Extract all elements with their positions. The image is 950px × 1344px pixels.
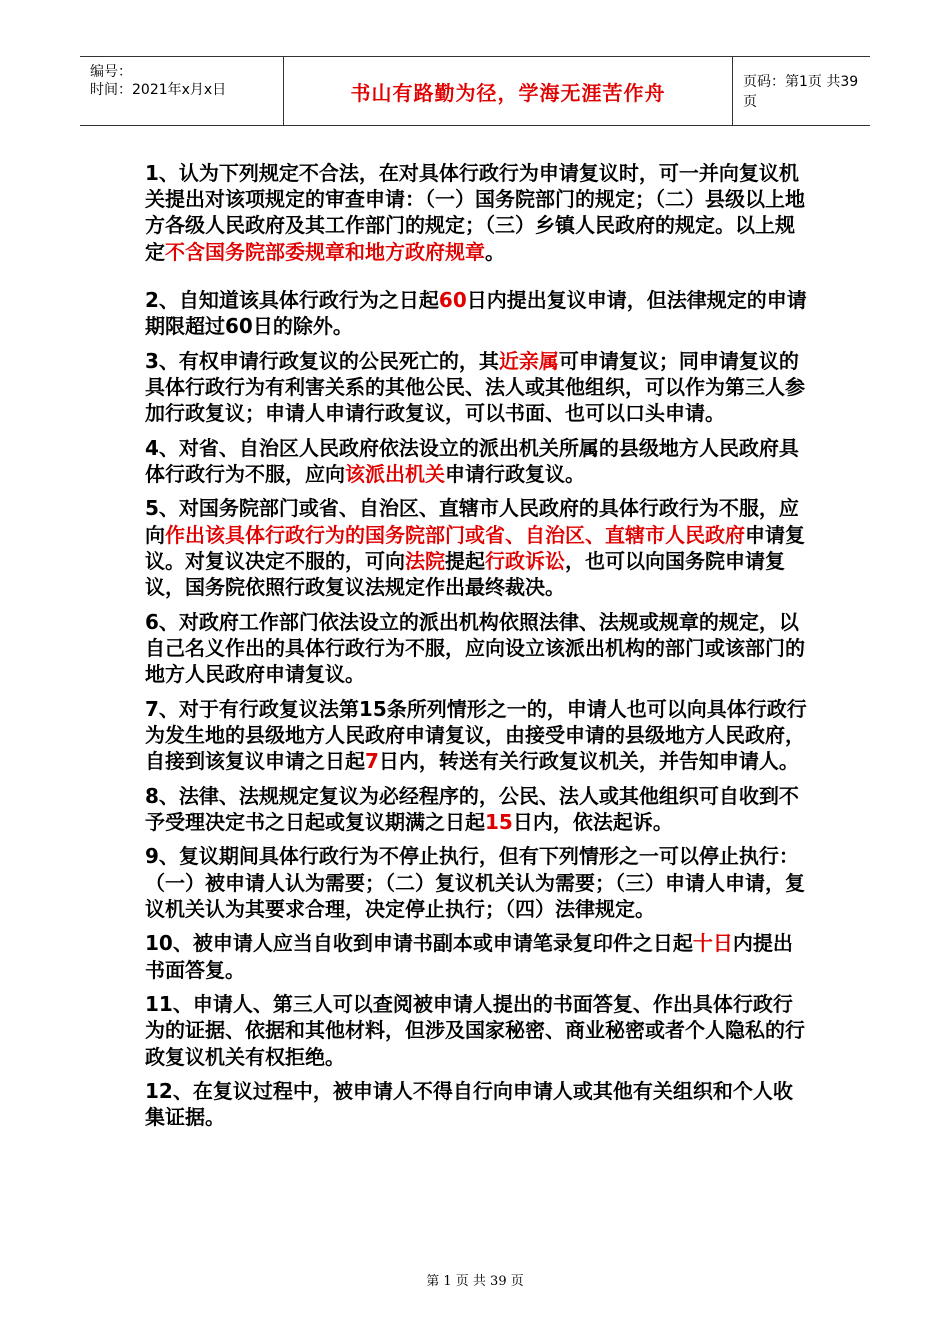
header-motto-cell bbox=[284, 57, 733, 125]
paragraph-text: 3、有权申请行政复议的公民死亡的，其 bbox=[145, 348, 499, 373]
highlight-text: 作出该具体行政行为的国务院部门或省、自治区、直辖市人民政府 bbox=[165, 522, 745, 547]
header-page-cell bbox=[733, 57, 870, 125]
paragraph-10 bbox=[145, 930, 810, 982]
page-header bbox=[80, 56, 870, 126]
paragraph-text: 内提出书面答复。 bbox=[145, 931, 793, 982]
paragraph-text: 10、被申请人应当自收到申请书副本或申请笔录复印件之日起 bbox=[145, 931, 693, 956]
highlight-text: 近亲属 bbox=[498, 348, 559, 373]
paragraph-2 bbox=[145, 287, 810, 339]
highlight-text: 60 bbox=[438, 287, 467, 312]
highlight-text: 15 bbox=[485, 809, 513, 834]
paragraph-text: 11、申请人、第三人可以查阅被申请人提出的书面答复、作出具体行政行为的证据、依据和其他材料，但涉及国家秘密、商业秘密或者个人隐私的行政复议机关有权拒绝。 bbox=[145, 992, 805, 1069]
highlight-text: 十日 bbox=[692, 931, 733, 956]
paragraph-9 bbox=[145, 843, 810, 922]
paragraph-1 bbox=[145, 160, 810, 265]
paragraph-text: 可申请复议；同申请复议的具体行政行为有利害关系的其他公民、法人或其他组织，可以作为第三人参加行政复议；申请人申请行政复议，可以书面、也可以口头申请。 bbox=[145, 348, 805, 426]
paragraph-text: 12、在复议过程中，被申请人不得自行向申请人或其他有关组织和个人收集证据。 bbox=[145, 1079, 793, 1130]
document-body bbox=[145, 160, 810, 1139]
paragraph-11 bbox=[145, 991, 810, 1070]
paragraph-6 bbox=[145, 609, 810, 688]
paragraph-text: 日内，转送有关行政复议机关，并告知申请人。 bbox=[378, 749, 799, 774]
paragraph-text: 1、认为下列规定不合法，在对具体行政行为申请复议时，可一并向复议机关提出对该项规定的审查申请：（一）国务院部门的规定；（二）县级以上地方各级人民政府及其工作部门的规定；（三）乡镇人民政府的规定。以上规定 bbox=[145, 161, 805, 264]
paragraph-text: 7、对于有行政复议法第15条所列情形之一的，申请人也可以向具体行政行为发生地的县级地方人民政府申请复议，由接受申请的县级地方人民政府，自接到该复议申请之日起 bbox=[145, 696, 807, 774]
paragraph-text: ，也可以向国务院申请复议，国务院依照行政复议法规定作出最终裁决。 bbox=[145, 548, 785, 600]
page-footer: 第 1 页 共 39 页 bbox=[426, 1274, 524, 1289]
paragraph-text: 申请复议。对复议决定不服的，可向 bbox=[145, 522, 805, 573]
highlight-text: 法院 bbox=[405, 548, 445, 573]
page-info: 页码：第1页 共39页 bbox=[743, 74, 859, 110]
paragraph-text: 5、对国务院部门或省、自治区、直辖市人民政府的具体行政行为不服，应向 bbox=[145, 496, 799, 547]
highlight-text: 行政诉讼 bbox=[485, 548, 565, 573]
paragraph-text: 。 bbox=[485, 239, 505, 264]
paragraph-text: 提起 bbox=[445, 548, 485, 573]
paragraph-text: 9、复议期间具体行政行为不停止执行，但有下列情形之一可以停止执行：（一）被申请人认为需要；（二）复议机关认为需要；（三）申请人申请，复议机关认为其要求合理，决定停止执行；（四）法律规定。 bbox=[145, 844, 805, 921]
paragraph-5 bbox=[145, 495, 810, 600]
paragraph-text: 4、对省、自治区人民政府依法设立的派出机关所属的县级地方人民政府具体行政行为不服，应向 bbox=[145, 435, 799, 486]
paragraph-3 bbox=[145, 348, 810, 427]
paragraph-4 bbox=[145, 435, 810, 487]
paragraph-text: 2、自知道该具体行政行为之日起 bbox=[145, 287, 439, 312]
paragraph-8 bbox=[145, 783, 810, 835]
paragraph-text: 日内提出复议申请，但法律规定的申请期限超过60日的除外。 bbox=[145, 287, 807, 339]
paragraph-text: 8、法律、法规规定复议为必经程序的，公民、法人或其他组织可自收到不予受理决定书之日起或复议期满之日起 bbox=[145, 783, 799, 834]
number-label: 编号： bbox=[90, 64, 132, 80]
paragraph-text: 6、对政府工作部门依法设立的派出机构依照法律、法规或规章的规定，以自己名义作出的具体行政行为不服，应向设立该派出机构的部门或该部门的地方人民政府申请复议。 bbox=[145, 609, 805, 687]
paragraph-7 bbox=[145, 696, 810, 775]
highlight-text: 7 bbox=[365, 749, 379, 774]
highlight-text: 该派出机关 bbox=[345, 461, 445, 486]
time-label: 时间：2021年x月x日 bbox=[90, 82, 227, 98]
header-info-cell bbox=[80, 57, 284, 125]
highlight-text: 不含国务院部委规章和地方政府规章 bbox=[165, 239, 485, 264]
paragraph-text: 申请行政复议。 bbox=[445, 461, 585, 486]
paragraph-text: 日内，依法起诉。 bbox=[512, 809, 673, 834]
paragraph-12 bbox=[145, 1078, 810, 1130]
motto: 书山有路勤为径，学海无涯苦作舟 bbox=[350, 80, 666, 105]
